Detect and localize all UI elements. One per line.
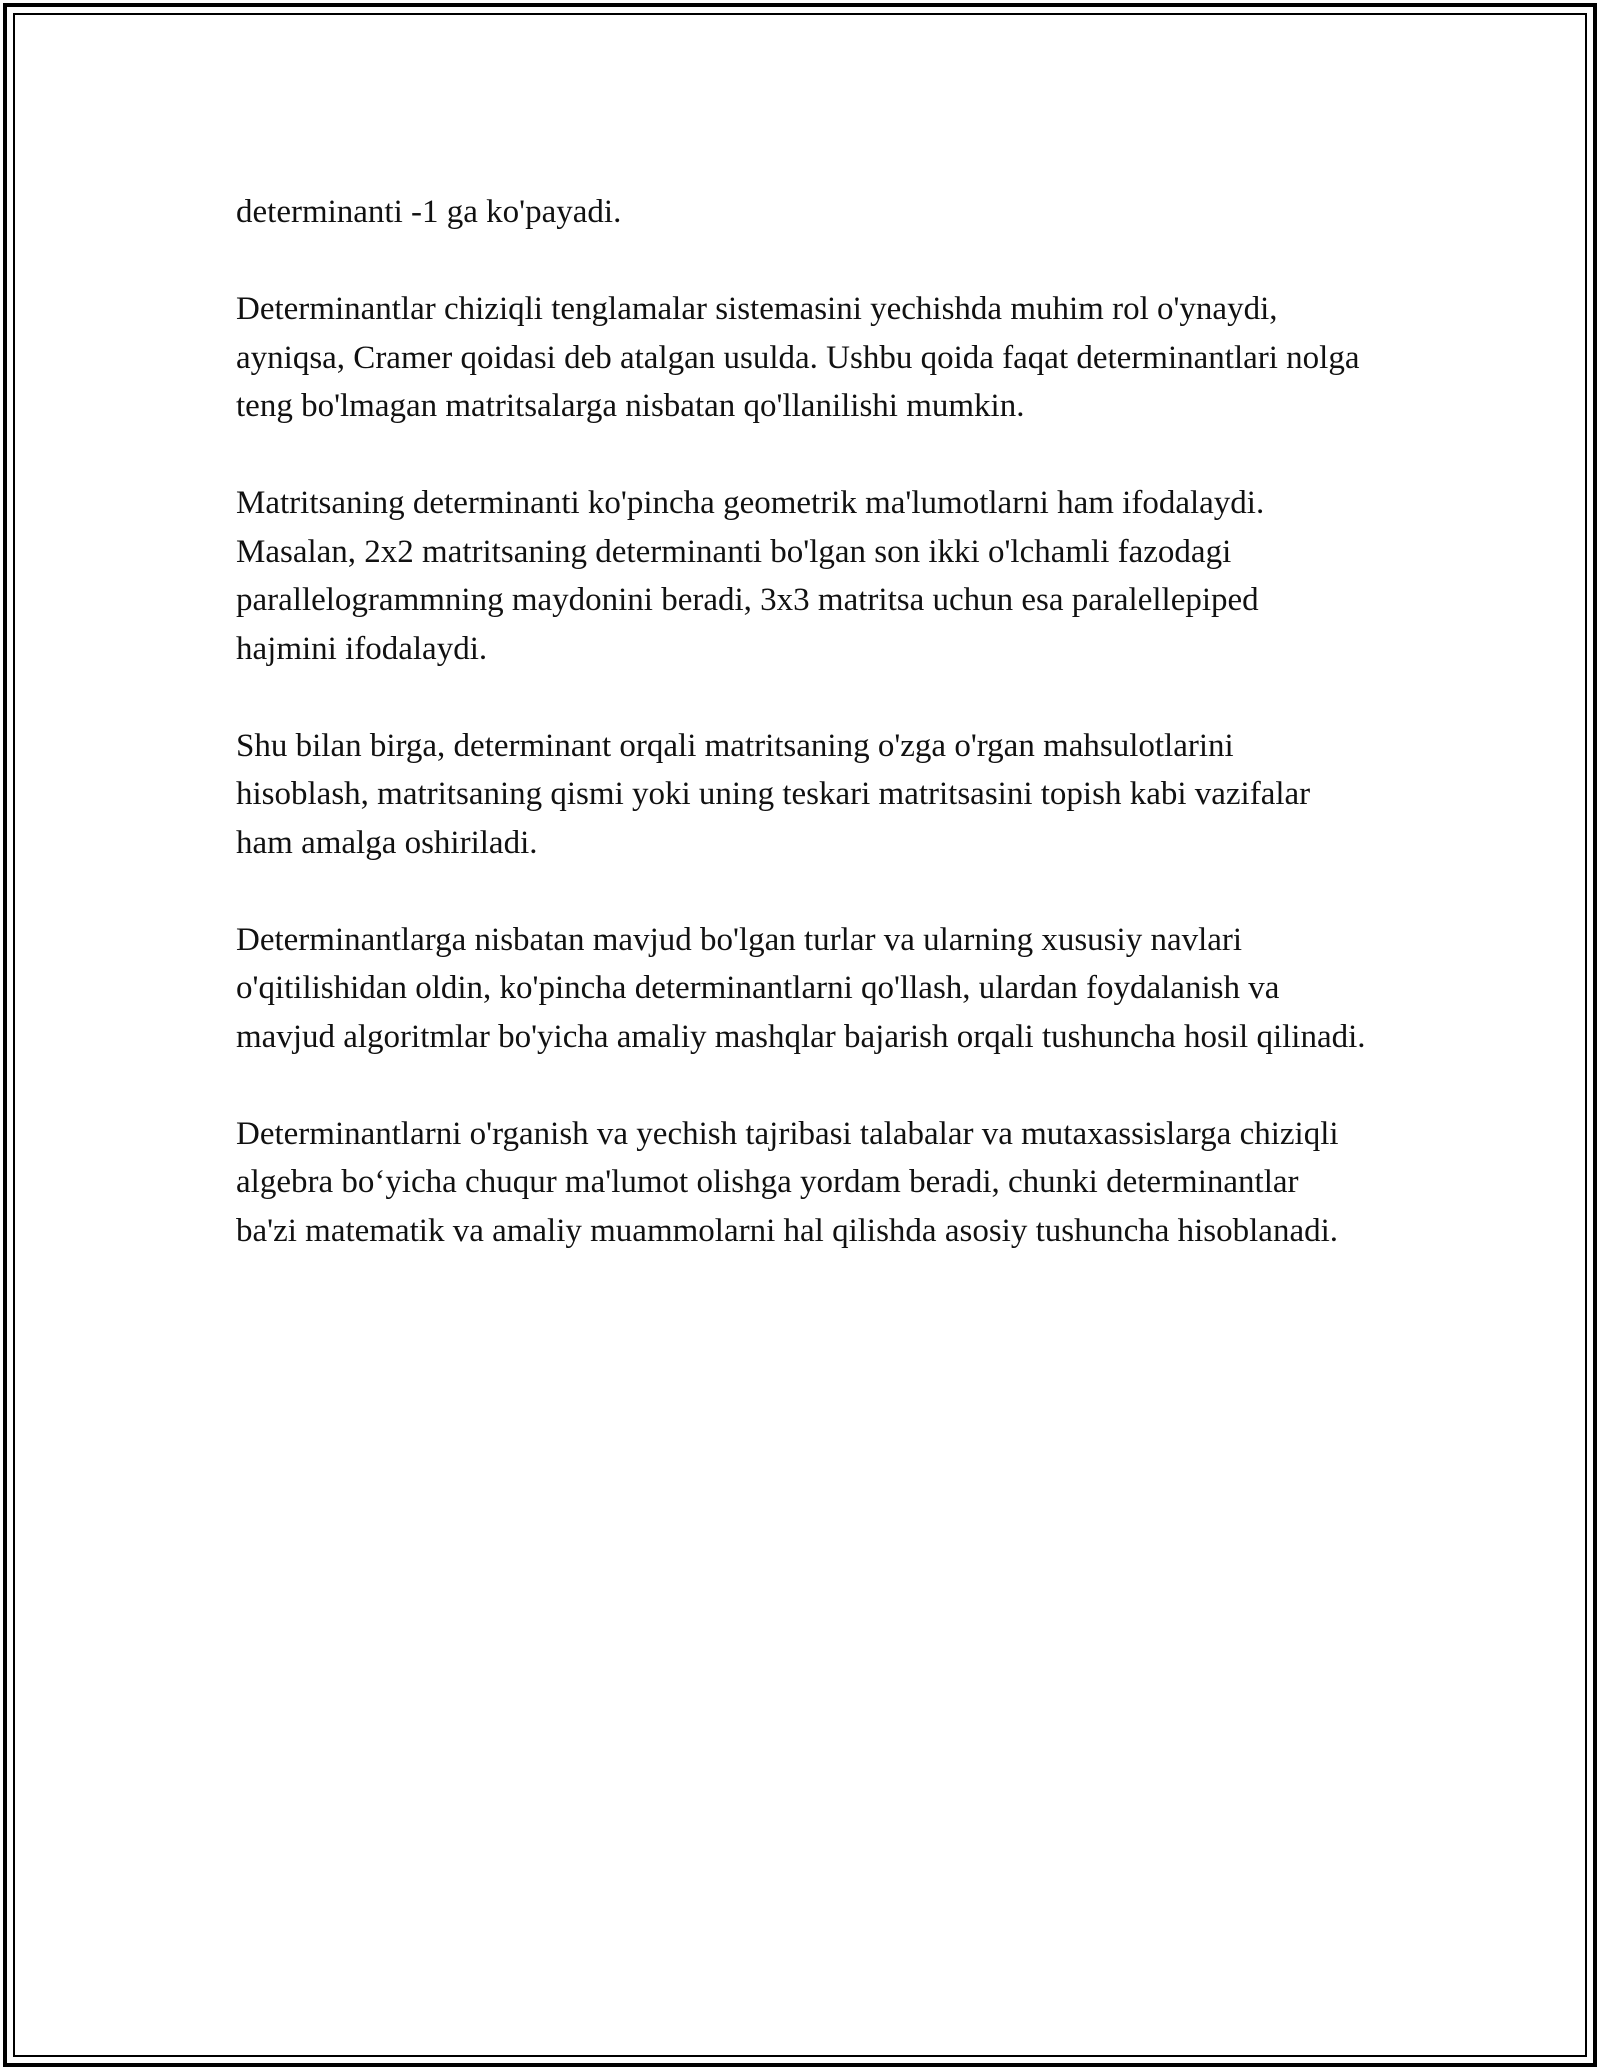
- paragraph-3: Matritsaning determinanti ko'pincha geometrik ma'lumotlarni ham ifodalaydi. Masalan, 2x2 matritsaning determinanti bo'lgan son ikki o'lchamli fazodagi parallelogrammning maydonini beradi, 3x3 matritsa uchun esa paralellepiped hajmini ifodalaydi.: [236, 485, 1265, 667]
- paragraph-6: Determinantlarni o'rganish va yechish tajribasi talabalar va mutaxassislarga chiziqli algebra bo‘yicha chuqur ma'lumot olishga yordam beradi, chunki determinantlar ba'zi matematik va amaliy muammolarni hal qilishda asosiy tushuncha hisoblanadi.: [236, 1115, 1339, 1249]
- paragraph-5: Determinantlarga nisbatan mavjud bo'lgan turlar va ularning xususiy navlari o'qitilishidan oldin, ko'pincha determinantlarni qo'llash, ulardan foydalanish va mavjud algoritmlar bo'yicha amaliy mashqlar bajarish orqali tushuncha hosil qilinadi.: [236, 921, 1366, 1055]
- document-body: [236, 188, 1366, 1304]
- paragraph-4: Shu bilan birga, determinant orqali matritsaning o'zga o'rgan mahsulotlarini hisoblash, matritsaning qismi yoki uning teskari matritsasini topish kabi vazifalar ham amalga oshiriladi.: [236, 727, 1311, 861]
- paragraph-2: Determinantlar chiziqli tenglamalar sistemasini yechishda muhim rol o'ynaydi, ayniqsa, Cramer qoidasi deb atalgan usulda. Ushbu qoida faqat determinantlari nolga teng bo'lmagan matritsalarga nisbatan qo'llanilishi mumkin.: [236, 291, 1360, 424]
- paragraph-1: determinanti -1 ga ko'payadi.: [236, 194, 622, 230]
